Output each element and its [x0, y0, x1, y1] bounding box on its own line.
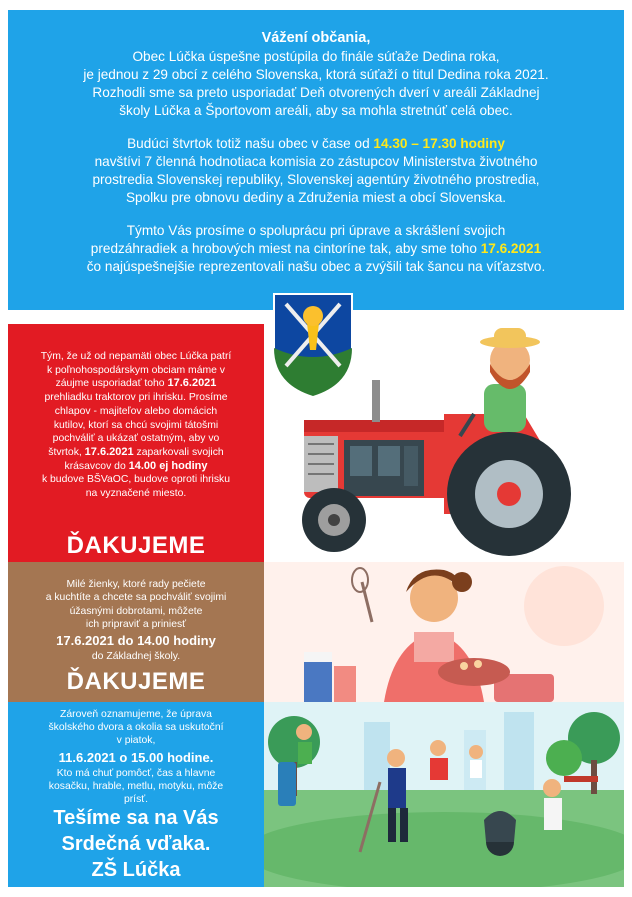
village-crest-icon [270, 288, 356, 400]
tractor-show-panel [8, 324, 264, 562]
tractor-show-text: Tým, že už od nepamäti obec Lúčka patrí k poľnohospodárskym obciam máme v záujme usporiadať toho 17.6.2021 prehliadku traktorov pri ihrisku. Prosíme chlapov - majiteľov alebo domácich kutilov, ktorí sa chcú svojimi tátošmi pochváliť a ukázať ostatným, aby vo štvrtok, 17.6.2021 zaparkovali svojich krásavcov do 14.00 ej hodiny k budove BŠVaOC, budove oproti ihrisku na vyznačené miesto. [40, 351, 232, 500]
notice-line: Rozhodli sme sa preto usporiadať Deň otvorených dverí v areáli Základnej [92, 85, 540, 100]
notice-line: je jednou z 29 obcí z celého Slovenska, ktorá súťaží o titul Dedina roka 2021. [83, 67, 549, 82]
notice-line: prostredia Slovenskej republiky, Slovenskej agentúry životného prostredia, [92, 172, 540, 187]
baking-datetime: 17.6.2021 do 14.00 hodiny [56, 632, 216, 648]
notice-line: školy Lúčka a Športovom areáli, aby sa mohla stretnúť celá obec. [119, 103, 513, 118]
notice-line: Spolku pre obnovu dediny a Združenia miest a obcí Slovenska. [125, 190, 507, 205]
woman-baking-illustration [264, 562, 624, 702]
cleanup-panel [8, 702, 264, 887]
cleanup-text: Zároveň oznamujeme, že úprava školského dvora a okolia sa uskutoční v piatok, 11.6.2021 o 15.00 hodine. Kto má chuť pomôcť, čas a hlavne kosačku, hrable, metlu, motyku, môže prísť. [22, 708, 250, 806]
notice-line: predzáhradiek a hrobových miest na cintoríne tak, aby sme toho 17.6.2021 [90, 241, 542, 256]
notice-line: navštívi 7 členná hodnotiaca komisia zo zástupcov Ministerstva životného [94, 154, 538, 169]
village-notice [8, 10, 624, 310]
visit-date: 17.6.2021 [480, 241, 542, 256]
thanks-heading: ĎAKUJEME [66, 532, 206, 559]
notice-line: Týmto Vás prosíme o spoluprácu pri úprave a skrášlení svojich [126, 223, 506, 238]
notice-title: Vážení občania, [261, 30, 371, 46]
baking-panel [8, 562, 264, 702]
notice-line: čo najúspešnejšie reprezentovali našu obec a zvýšili tak šancu na víťazstvo. [86, 259, 546, 274]
baking-text: Milé žienky, ktoré rady pečiete a kuchtíte a chcete sa pochváliť svojimi úžasnými dobrotami, môžete ich pripraviť a priniesť 17.6.2021 do 14.00 hodiny do Základnej školy. [22, 578, 250, 663]
park-cleanup-illustration [264, 702, 624, 887]
notice-line: Obec Lúčka úspešne postúpila do finále súťaže Dedina roka, [132, 49, 500, 64]
cleanup-datetime: 11.6.2021 o 15.00 hodine. [58, 749, 214, 765]
visit-time: 14.30 – 17.30 hodiny [373, 136, 505, 151]
notice-line: Budúci štvrtok totiž našu obec v čase od 14.30 – 17.30 hodiny [127, 136, 505, 151]
closing-text: Tešíme sa na Vás Srdečná vďaka. ZŠ Lúčka [53, 807, 219, 881]
thanks-heading: ĎAKUJEME [66, 668, 206, 695]
